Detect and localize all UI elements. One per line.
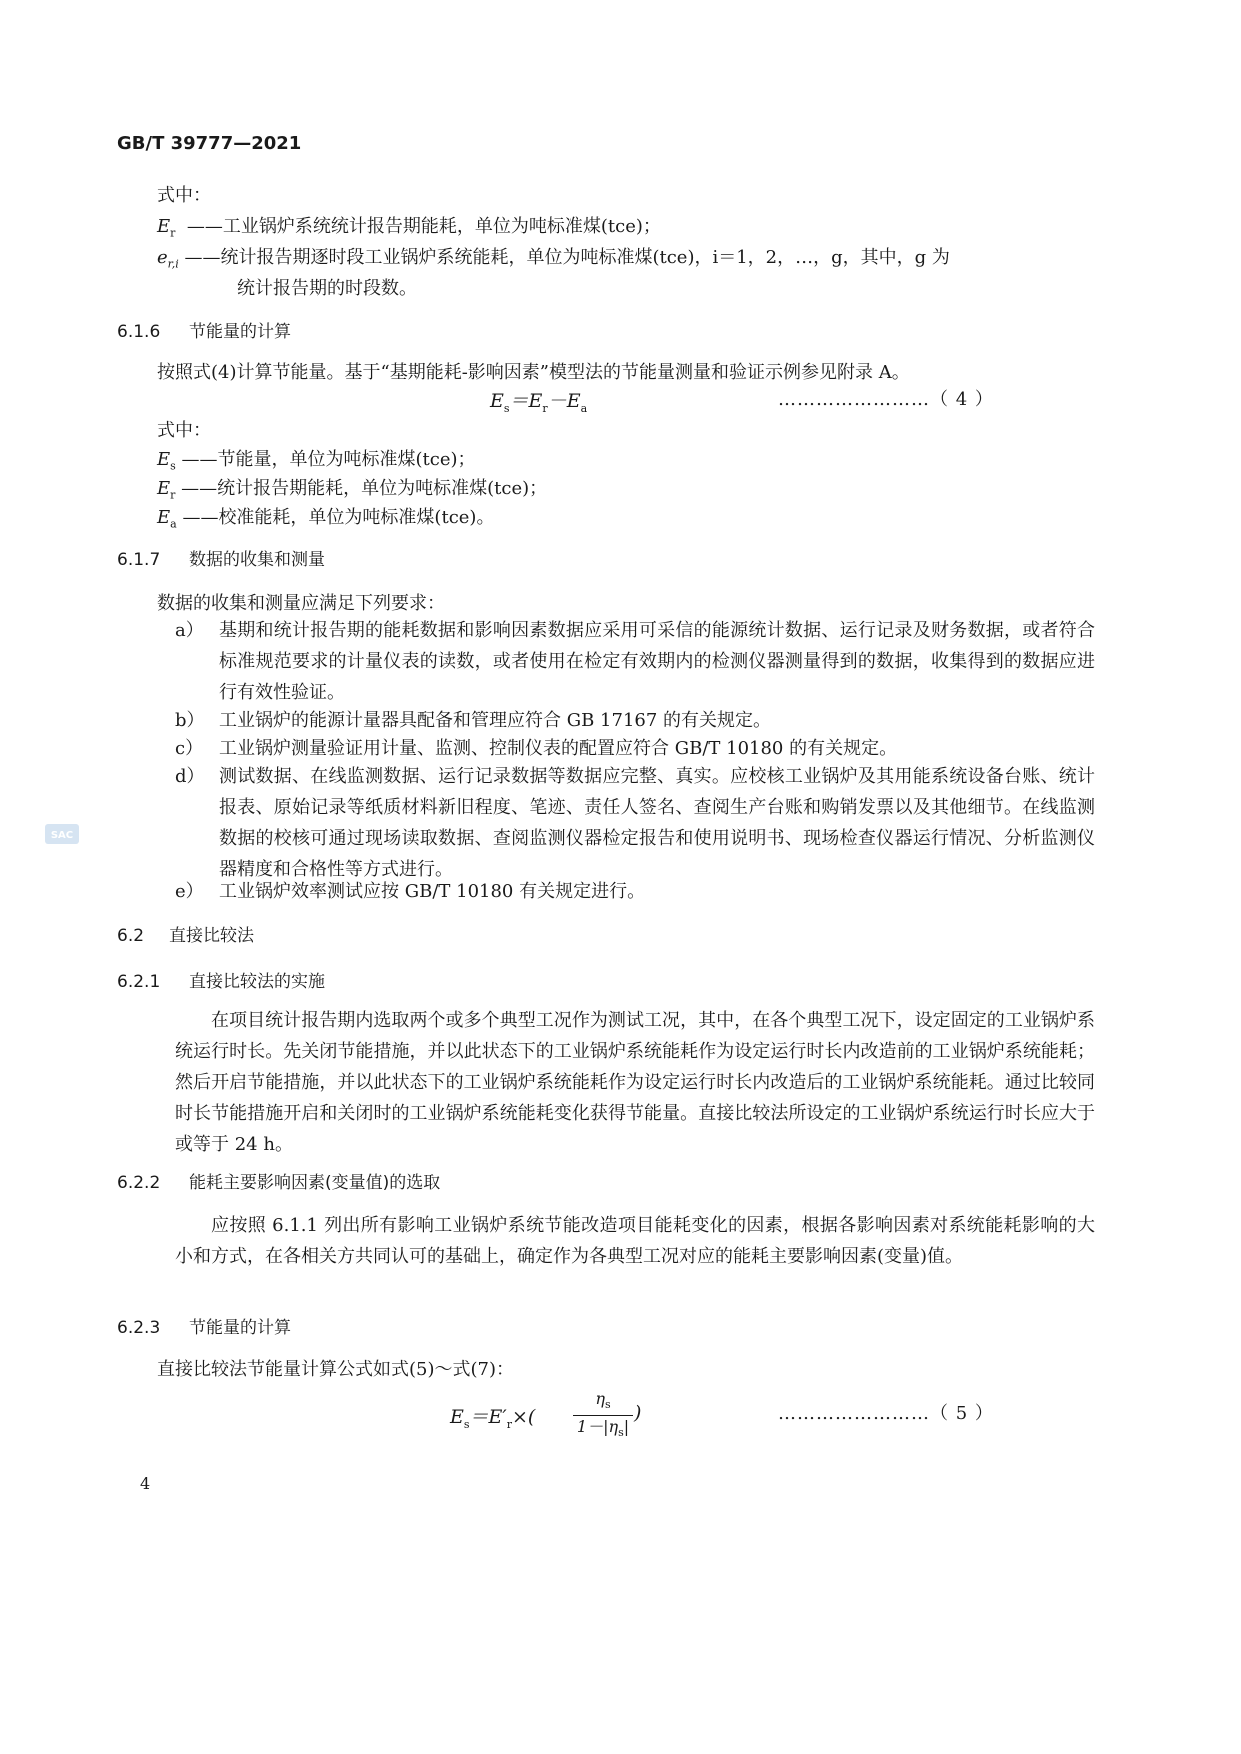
formula-5-rhs: ): [634, 1402, 642, 1424]
list-item-e: e） 工业锅炉效率测试应按 GB/T 10180 有关规定进行。: [175, 881, 646, 902]
var-sub: r,i: [167, 257, 179, 271]
formula-4-number: ……………………（ 4 ）: [778, 389, 994, 410]
formula-5-number: ……………………（ 5 ）: [778, 1403, 994, 1424]
heading-6-2-3: [117, 1313, 291, 1338]
list-item-b: b） 工业锅炉的能源计量器具配备和管理应符合 GB 17167 的有关规定。: [175, 710, 772, 731]
intro-6-1-7: 数据的收集和测量应满足下列要求：: [157, 593, 445, 614]
svg-text:SAC: SAC: [50, 830, 74, 841]
section-title: 数据的收集和测量: [189, 550, 325, 570]
fraction-numerator: $\eta_s$: [595, 1389, 611, 1412]
section-number: 6.2.2: [117, 1173, 161, 1193]
formula-5-lhs: $E_s=E'_r\times$(: [450, 1406, 536, 1431]
var-sub: r: [170, 226, 176, 240]
def-eri-cont: 统计报告期的时段数。: [237, 278, 417, 299]
list-item-d: d） 测试数据、在线监测数据、运行记录数据等数据应完整、真实。应校核工业锅炉及其用能系统设备台账、统计报表、原始记录等纸质材料新旧程度、笔迹、责任人签名、查阅生产台账和购销发票以及其他细节。在线监测数据的校核可通过现场读取数据、查阅监测仪器检定报告和使用说明书、现场检查仪器运行情况、分析监测仪器精度和合格性等方式进行。: [175, 766, 1095, 880]
page-number: 4: [140, 1474, 151, 1493]
var-e-lower: e: [157, 247, 168, 268]
def-es: $E_s$ ——节能量，单位为吨标准煤(tce)；: [157, 449, 476, 473]
where-label-1: 式中：: [157, 185, 211, 206]
sac-watermark-logo: [45, 824, 79, 844]
section-title: 直接比较法: [169, 926, 254, 946]
section-title: 节能量的计算: [189, 1318, 291, 1338]
section-number: 6.2.1: [117, 972, 161, 992]
fraction-denominator: $1-|\eta_s|$: [573, 1415, 633, 1444]
section-title: 节能量的计算: [189, 322, 291, 342]
para-6-2-3: 直接比较法节能量计算公式如式(5)～式(7)：: [157, 1359, 514, 1380]
list-item-a: a） 基期和统计报告期的能耗数据和影响因素数据应采用可采信的能源统计数据、运行记录及财务数据，或者符合标准规范要求的计量仪表的读数，或者使用在检定有效期内的检测仪器测量得到的数据，收集得到的数据应进行有效性验证。: [175, 620, 1095, 703]
heading-6-2-2: [117, 1168, 440, 1193]
def-er-2: $E_r$ ——统计报告期能耗，单位为吨标准煤(tce)；: [157, 478, 548, 502]
para-6-2-1: 在项目统计报告期内选取两个或多个典型工况作为测试工况，其中，在各个典型工况下，设定固定的工业锅炉系统运行时长。先关闭节能措施，并以此状态下的工业锅炉系统能耗作为设定运行时长内改造前的工业锅炉系统能耗；然后开启节能措施，并以此状态下的工业锅炉系统能耗作为设定运行时长内改造后的工业锅炉系统能耗。通过比较同时长节能措施开启和关闭时的工业锅炉系统能耗变化获得节能量。直接比较法所设定的工业锅炉系统运行时长应大于或等于 24 h。: [175, 1010, 1095, 1155]
section-number: 6.2.3: [117, 1318, 161, 1338]
section-title: 能耗主要影响因素(变量值)的选取: [189, 1173, 441, 1193]
formula-4: $E_s=E_r-E_a$: [490, 390, 588, 415]
heading-6-1-7: [117, 545, 325, 570]
heading-6-2-1: [117, 967, 325, 992]
para-6-1-6: 按照式(4)计算节能量。基于“基期能耗-影响因素”模型法的节能量测量和验证示例参见附录 A。: [157, 362, 910, 383]
section-number: 6.1.6: [117, 322, 161, 342]
formula-5-fraction: [573, 1389, 633, 1444]
heading-6-2: [117, 921, 254, 946]
where-label-2: 式中：: [157, 420, 211, 441]
list-item-c: c） 工业锅炉测量验证用计量、监测、控制仪表的配置应符合 GB/T 10180 的有关规定。: [175, 738, 898, 759]
section-title: 直接比较法的实施: [189, 972, 325, 992]
def-text: ——工业锅炉系统统计报告期能耗，单位为吨标准煤(tce)；: [186, 216, 661, 237]
def-ea: $E_a$ ——校准能耗，单位为吨标准煤(tce)。: [157, 507, 495, 531]
section-number: 6.1.7: [117, 550, 161, 570]
var-e: E: [157, 216, 171, 237]
para-6-2-2: 应按照 6.1.1 列出所有影响工业锅炉系统节能改造项目能耗变化的因素，根据各影响因素对系统能耗影响的大小和方式，在各相关方共同认可的基础上，确定作为各典型工况对应的能耗主要影响因素(变量)值。: [175, 1215, 1095, 1267]
heading-6-1-6: [117, 317, 291, 342]
standard-code: GB/T 39777—2021: [117, 133, 302, 154]
def-text: ——统计报告期逐时段工业锅炉系统能耗，单位为吨标准煤(tce)，i＝1，2，…，g，其中，g 为: [184, 247, 950, 268]
section-number: 6.2: [117, 926, 145, 946]
